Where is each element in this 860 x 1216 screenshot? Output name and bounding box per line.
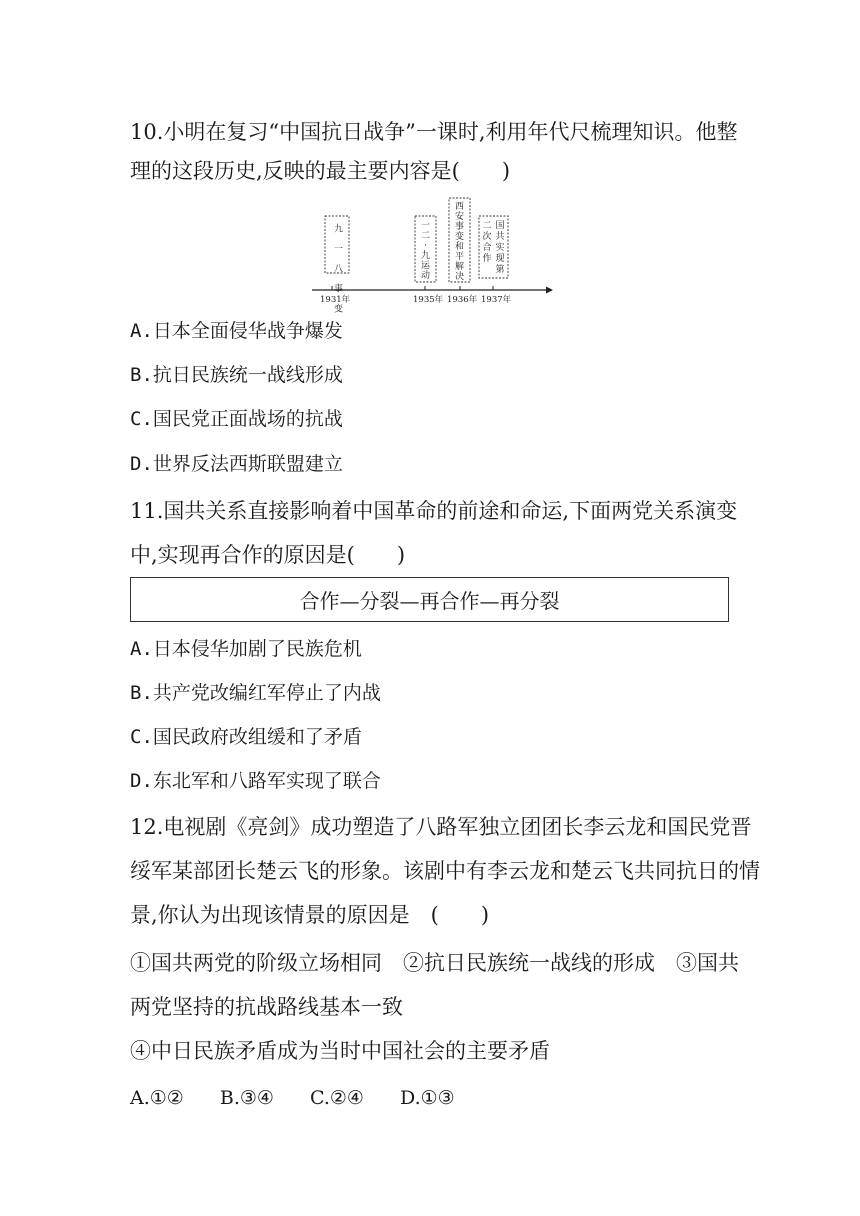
event-1936-text: 西安事变和平解决	[454, 202, 465, 282]
event-1937-text-col2: 二次合作	[482, 221, 492, 264]
q11-option-b: B.共产党改编红军停止了内战	[130, 682, 381, 704]
question-12-statement-line3: ④中日民族矛盾成为当时中国社会的主要矛盾	[130, 1039, 550, 1063]
question-11-stem-line1: 11.国共关系直接影响着中国革命的前途和命运,下面两党关系演变	[130, 499, 738, 523]
year-label-1935: 1935年	[413, 295, 444, 305]
question-12-statement-line2: 两党坚持的抗战路线基本一致	[130, 995, 403, 1019]
question-10-stem-line1: 10.小明在复习“中国抗日战争”一课时,利用年代尺梳理知识。他整	[130, 120, 738, 144]
q12-option-a: A.①②	[130, 1087, 184, 1109]
year-label-1931: 1931年	[320, 295, 351, 305]
event-1931-text: 九一八事变	[332, 223, 342, 313]
event-1935-text: 一二·九运动	[420, 221, 431, 281]
question-12-statement-line1: ①国共两党的阶级立场相同 ②抗日民族统一战线的形成 ③国共	[130, 951, 739, 975]
q11-option-d: D.东北军和八路军实现了联合	[130, 770, 381, 792]
q11-option-a: A.日本侵华加剧了民族危机	[130, 638, 362, 660]
question-12-stem-line2: 绥军某部团长楚云飞的形象。该剧中有李云龙和楚云飞共同抗日的情	[130, 859, 760, 883]
year-label-1936: 1936年	[447, 295, 478, 305]
relation-sequence-text: 合作—分裂—再合作—再分裂	[299, 589, 560, 613]
q10-option-a: A.日本全面侵华战争爆发	[130, 320, 343, 342]
question-12-stem-line1: 12.电视剧《亮剑》成功塑造了八路军独立团团长李云龙和国民党晋	[130, 815, 752, 839]
question-10-stem-line2: 理的这段历史,反映的最主要内容是( )	[130, 159, 511, 183]
relation-sequence-box	[130, 577, 729, 622]
timeline-figure	[310, 196, 555, 313]
year-label-1937: 1937年	[481, 295, 512, 305]
question-11-stem-line2: 中,实现再合作的原因是( )	[130, 543, 406, 567]
q10-option-c: C.国民党正面战场的抗战	[130, 408, 343, 430]
event-1937-text-col1: 国共实现第	[495, 221, 505, 275]
q10-option-d: D.世界反法西斯联盟建立	[130, 453, 343, 475]
q12-answer-options	[130, 1085, 485, 1111]
q12-option-d: D.①③	[400, 1087, 455, 1109]
q12-option-c: C.②④	[310, 1087, 364, 1109]
timeline-arrow	[546, 287, 553, 294]
q11-option-c: C.国民政府改组缓和了矛盾	[130, 726, 362, 748]
question-12-stem-line3: 景,你认为出现该情景的原因是 ( )	[130, 903, 490, 927]
q12-option-b: B.③④	[219, 1087, 274, 1109]
q10-option-b: B.抗日民族统一战线形成	[130, 364, 343, 386]
